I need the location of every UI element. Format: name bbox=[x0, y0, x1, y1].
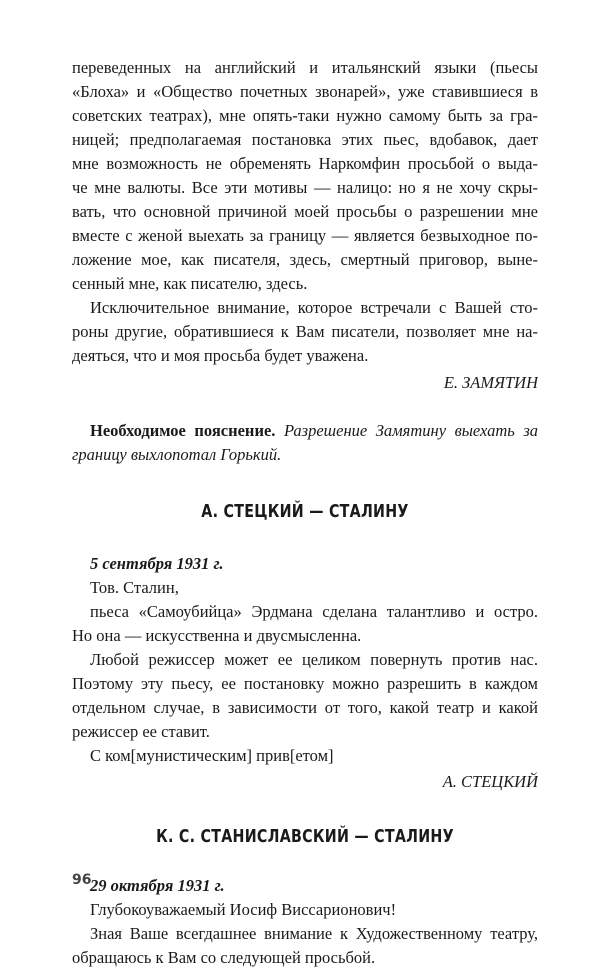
paragraph-line: деяться, что и моя просьба будет уважена. bbox=[72, 346, 369, 365]
paragraph-line: ложение мое, как писателя, здесь, смертный приговор, выне- bbox=[72, 250, 538, 269]
signature-zamyatin: Е. ЗАМЯТИН bbox=[443, 373, 538, 392]
letter-line: Поэтому эту пьесу, ее постановку можно разрешить в каждом bbox=[72, 674, 538, 693]
paragraph-line: Исключительное внимание, которое встречали с Вашей сто- bbox=[90, 298, 538, 317]
note-text: Разрешение Замятину выехать за bbox=[283, 421, 538, 440]
paragraph-line: переведенных на английский и итальянский языки (пьесы bbox=[72, 58, 538, 77]
letter-line: обращаюсь к Вам со следующей просьбой. bbox=[72, 948, 376, 967]
letter-line: Любой режиссер может ее целиком повернуть против нас. bbox=[90, 650, 538, 669]
letter-line: отдельном случае, в зависимости от того, какой театр и какой bbox=[72, 698, 538, 717]
letter-greeting: Тов. Сталин, bbox=[90, 578, 179, 597]
paragraph-line: вместе с женой выехать за границу — является безвыходное по- bbox=[72, 226, 538, 245]
letter-line: Но она — искусственна и двусмысленна. bbox=[72, 626, 362, 645]
letter-closing: С ком[мунистическим] прив[етом] bbox=[90, 746, 334, 765]
letter-line: режиссер ее ставит. bbox=[72, 722, 210, 741]
paragraph-line: мне возможность не обременять Наркомфин просьбой о выда- bbox=[72, 154, 538, 173]
section-heading: К. С. СТАНИСЛАВСКИЙ — СТАЛИНУ bbox=[156, 826, 454, 847]
paragraph-line: че мне валюты. Все эти мотивы — налицо: но я не хочу скры- bbox=[72, 178, 538, 197]
paragraph-line: ницей; предполагаемая постановка этих пьес, вдобавок, дает bbox=[72, 130, 538, 149]
editorial-note-line: границу выхлопотал Горький. bbox=[72, 445, 282, 464]
letter-line: пьеса «Самоубийца» Эрдмана сделана талантливо и остро. bbox=[90, 602, 538, 621]
note-label: Необходимое пояснение. bbox=[90, 421, 276, 440]
letter-line: Зная Ваше всегдашнее внимание к Художественному театру, bbox=[90, 924, 538, 943]
letter-date: 5 сентября 1931 г. bbox=[90, 554, 224, 573]
letter-greeting: Глубокоуважаемый Иосиф Виссарионович! bbox=[90, 900, 397, 919]
paragraph-line: роны другие, обратившиеся к Вам писатели, позволяет мне на- bbox=[72, 322, 538, 341]
paragraph-line: советских театрах), мне опять-таки нужно самому быть за гра- bbox=[72, 106, 538, 125]
editorial-note-line bbox=[72, 419, 538, 443]
paragraph-line: «Блоха» и «Общество почетных звонарей», уже ставившиеся в bbox=[72, 82, 538, 101]
paragraph-line: вать, что основной причиной моей просьбы о разрешении мне bbox=[72, 202, 538, 221]
signature-stetsky: А. СТЕЦКИЙ bbox=[442, 772, 538, 791]
paragraph-line: сенный мне, как писателю, здесь. bbox=[72, 274, 308, 293]
letter-date: 29 октября 1931 г. bbox=[90, 876, 225, 895]
section-heading: А. СТЕЦКИЙ — СТАЛИНУ bbox=[201, 501, 409, 522]
page-number: 96 bbox=[72, 872, 92, 888]
